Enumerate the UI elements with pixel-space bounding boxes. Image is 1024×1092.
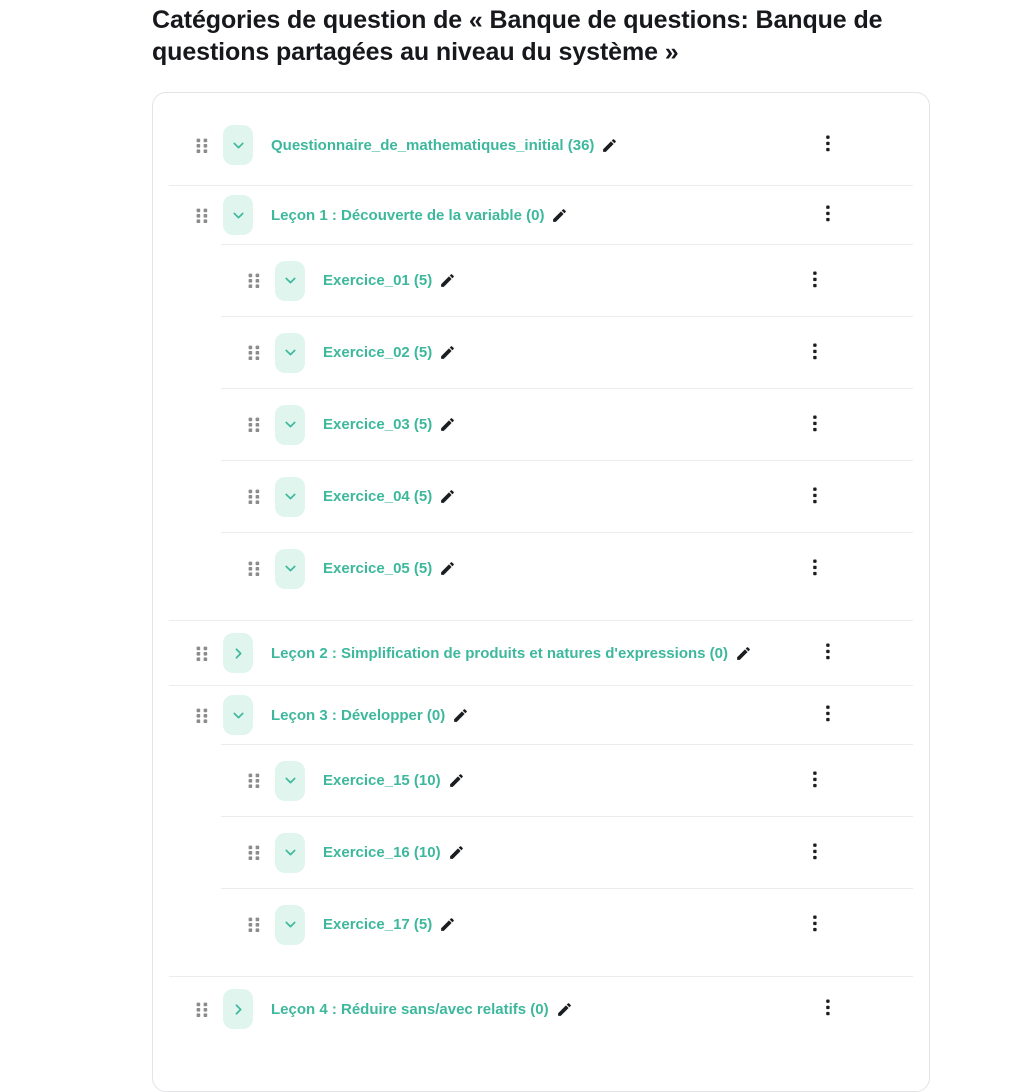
category-list-card: [152, 92, 930, 1092]
kebab-menu-button[interactable]: [807, 410, 823, 439]
kebab-menu-button[interactable]: [820, 639, 836, 668]
category-row: [221, 389, 913, 460]
drag-handle-icon[interactable]: [196, 1002, 208, 1017]
category-row: [221, 533, 913, 604]
expand-collapse-button[interactable]: [223, 695, 253, 735]
kebab-menu-icon: [826, 644, 830, 663]
chevron-down-icon: [231, 208, 246, 223]
edit-pencil-icon[interactable]: [735, 645, 752, 662]
kebab-menu-icon: [813, 843, 817, 862]
expand-collapse-button[interactable]: [275, 761, 305, 801]
category-name-link[interactable]: Exercice_04 (5): [323, 488, 433, 505]
edit-pencil-icon[interactable]: [439, 916, 456, 933]
expand-collapse-button[interactable]: [275, 905, 305, 945]
chevron-down-icon: [283, 773, 298, 788]
category-row: [221, 461, 913, 532]
category-row: [169, 686, 913, 744]
category-tree: [169, 105, 913, 1041]
kebab-menu-icon: [813, 271, 817, 290]
kebab-menu-icon: [826, 706, 830, 725]
category-name-link[interactable]: Exercice_15 (10): [323, 772, 441, 789]
page-title: Catégories de question de « Banque de questions: Banque de questions partagées au niveau du système »: [152, 6, 883, 66]
drag-handle-icon[interactable]: [248, 489, 260, 504]
subcategory-list: [221, 244, 913, 620]
kebab-menu-button[interactable]: [807, 838, 823, 867]
kebab-menu-button[interactable]: [807, 482, 823, 511]
expand-collapse-button[interactable]: [275, 261, 305, 301]
category-name-link[interactable]: Exercice_05 (5): [323, 560, 433, 577]
category-node: [221, 388, 913, 460]
category-node: [221, 532, 913, 604]
drag-handle-icon[interactable]: [248, 561, 260, 576]
category-row: [169, 105, 913, 185]
kebab-menu-icon: [813, 415, 817, 434]
kebab-menu-button[interactable]: [807, 554, 823, 583]
subcategory-list: [221, 744, 913, 976]
edit-pencil-icon[interactable]: [439, 560, 456, 577]
category-node: [221, 888, 913, 960]
drag-handle-icon[interactable]: [248, 345, 260, 360]
chevron-down-icon: [283, 489, 298, 504]
edit-pencil-icon[interactable]: [439, 344, 456, 361]
edit-pencil-icon[interactable]: [601, 137, 618, 154]
category-node: [169, 976, 913, 1041]
expand-collapse-button[interactable]: [275, 405, 305, 445]
chevron-down-icon: [283, 345, 298, 360]
category-row: [221, 317, 913, 388]
drag-handle-icon[interactable]: [196, 708, 208, 723]
category-row: [169, 621, 913, 685]
category-node: [169, 185, 913, 620]
category-node: [221, 816, 913, 888]
chevron-down-icon: [283, 561, 298, 576]
category-node: [221, 244, 913, 316]
category-node: [169, 620, 913, 685]
edit-pencil-icon[interactable]: [556, 1001, 573, 1018]
chevron-right-icon: [231, 1002, 246, 1017]
kebab-menu-icon: [813, 771, 817, 790]
category-node: [221, 316, 913, 388]
category-name-link[interactable]: Leçon 2 : Simplification de produits et natures d'expressions (0): [271, 644, 728, 662]
category-row: [221, 889, 913, 960]
kebab-menu-icon: [813, 915, 817, 934]
edit-pencil-icon[interactable]: [448, 772, 465, 789]
chevron-down-icon: [283, 273, 298, 288]
expand-collapse-button[interactable]: [275, 833, 305, 873]
drag-handle-icon[interactable]: [196, 138, 208, 153]
drag-handle-icon[interactable]: [248, 417, 260, 432]
kebab-menu-button[interactable]: [820, 995, 836, 1024]
kebab-menu-button[interactable]: [807, 338, 823, 367]
edit-pencil-icon[interactable]: [551, 207, 568, 224]
chevron-down-icon: [283, 417, 298, 432]
kebab-menu-button[interactable]: [807, 266, 823, 295]
kebab-menu-icon: [813, 559, 817, 578]
edit-pencil-icon[interactable]: [439, 416, 456, 433]
expand-collapse-button[interactable]: [223, 989, 253, 1029]
expand-collapse-button[interactable]: [275, 333, 305, 373]
kebab-menu-button[interactable]: [820, 701, 836, 730]
category-node: [221, 744, 913, 816]
kebab-menu-button[interactable]: [807, 910, 823, 939]
expand-collapse-button[interactable]: [275, 549, 305, 589]
drag-handle-icon[interactable]: [248, 773, 260, 788]
kebab-menu-icon: [813, 487, 817, 506]
kebab-menu-icon: [826, 136, 830, 155]
kebab-menu-icon: [813, 343, 817, 362]
drag-handle-icon[interactable]: [196, 208, 208, 223]
category-name-link[interactable]: Exercice_03 (5): [323, 416, 433, 433]
category-name-link[interactable]: Leçon 3 : Développer (0): [271, 706, 446, 724]
category-name-link[interactable]: Exercice_17 (5): [323, 916, 433, 933]
category-name-link[interactable]: Exercice_01 (5): [323, 272, 433, 289]
category-name-link[interactable]: Leçon 4 : Réduire sans/avec relatifs (0): [271, 1000, 549, 1018]
category-node: [221, 460, 913, 532]
kebab-menu-icon: [826, 206, 830, 225]
category-name-link[interactable]: Questionnaire_de_mathematiques_initial (36): [271, 136, 595, 154]
kebab-menu-button[interactable]: [820, 201, 836, 230]
kebab-menu-button[interactable]: [820, 131, 836, 160]
category-row: [221, 745, 913, 816]
category-row: [169, 186, 913, 244]
kebab-menu-button[interactable]: [807, 766, 823, 795]
category-node: [169, 105, 913, 185]
drag-handle-icon[interactable]: [248, 273, 260, 288]
category-node: [169, 685, 913, 976]
edit-pencil-icon[interactable]: [439, 488, 456, 505]
category-name-link[interactable]: Leçon 1 : Découverte de la variable (0): [271, 206, 545, 224]
category-name-link[interactable]: Exercice_16 (10): [323, 844, 441, 861]
chevron-down-icon: [231, 708, 246, 723]
chevron-down-icon: [283, 845, 298, 860]
category-row: [221, 817, 913, 888]
expand-collapse-button[interactable]: [223, 633, 253, 673]
drag-handle-icon[interactable]: [248, 845, 260, 860]
category-row: [169, 977, 913, 1041]
chevron-down-icon: [283, 917, 298, 932]
chevron-right-icon: [231, 646, 246, 661]
expand-collapse-button[interactable]: [275, 477, 305, 517]
edit-pencil-icon[interactable]: [439, 272, 456, 289]
category-row: [221, 245, 913, 316]
expand-collapse-button[interactable]: [223, 125, 253, 165]
kebab-menu-icon: [826, 1000, 830, 1019]
expand-collapse-button[interactable]: [223, 195, 253, 235]
edit-pencil-icon[interactable]: [452, 707, 469, 724]
drag-handle-icon[interactable]: [248, 917, 260, 932]
edit-pencil-icon[interactable]: [448, 844, 465, 861]
drag-handle-icon[interactable]: [196, 646, 208, 661]
chevron-down-icon: [231, 138, 246, 153]
category-name-link[interactable]: Exercice_02 (5): [323, 344, 433, 361]
